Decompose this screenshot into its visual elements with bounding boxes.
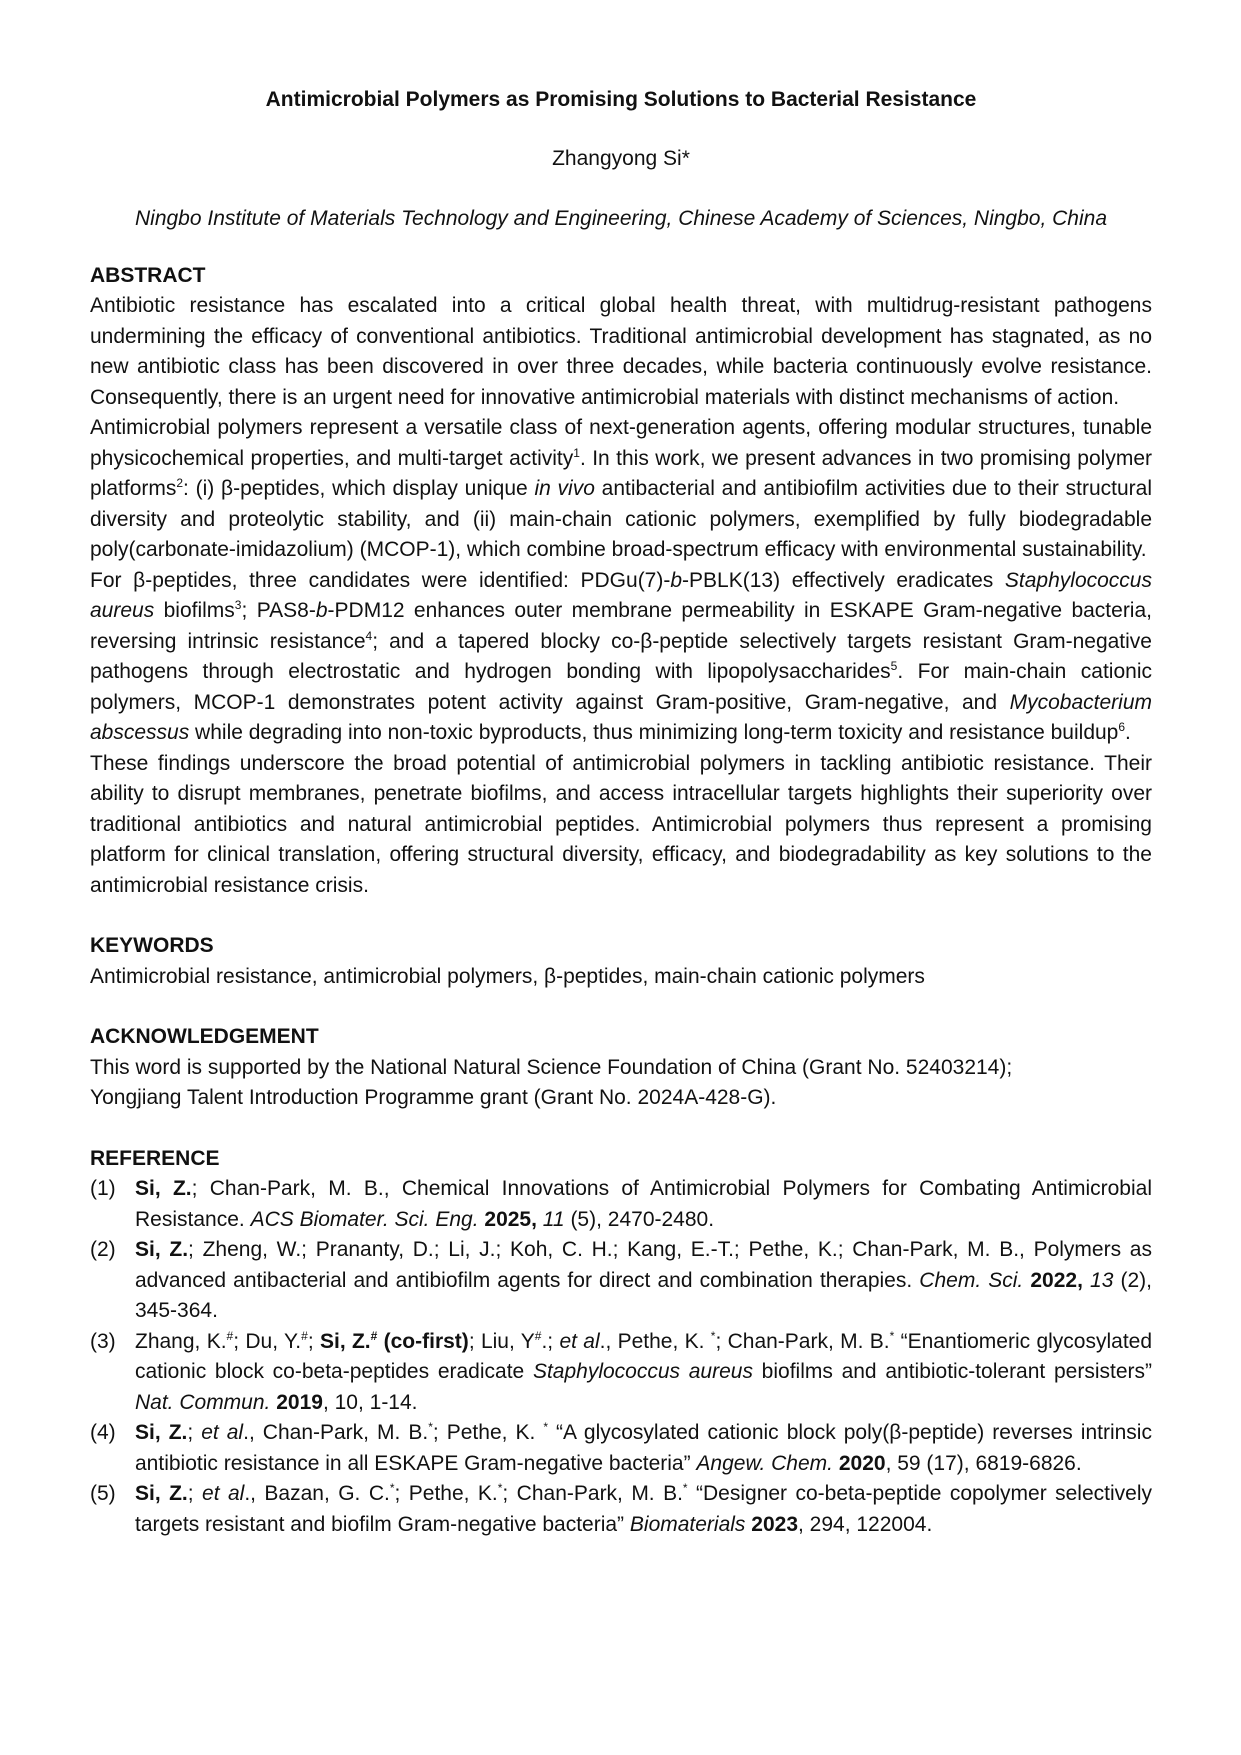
- affiliation: Ningbo Institute of Materials Technology and Engineering, Chinese Academy of Sciences, Ningbo, China: [134, 207, 1108, 230]
- citation-marker: 2: [176, 476, 184, 490]
- abstract-paragraph-3: For β-peptides, three candidates were identified: PDGu(7)-b-PBLK(13) effectively eradicates Staphylococcus aureus biofilms$^3$; PAS8-b-PDM12 enhances outer membrane permeability in ESKAPE Gram-negative bacteria, reversing intrinsic resistance$^4$; and a tapered blocky co-β-peptide selectively targets resistant Gram-negative pathogens through electrostatic and hydrogen bonding with lipopolysaccharides$^5$. For main-chain cationic polymers, MCOP-1 demonstrates potent activity against Gram-positive, Gram-negative, and Mycobacterium abscessus while degrading into non-toxic byproducts, thus minimizing long-term toxicity and resistance buildup$^6$.: [90, 568, 1152, 744]
- paper-page: [90, 85, 1152, 1540]
- reference-number: (2): [90, 1238, 116, 1261]
- acknowledgement-section: [90, 1022, 1152, 1114]
- abstract-section: [90, 261, 1152, 902]
- abstract-paragraph-1: Antibiotic resistance has escalated into a critical global health threat, with multidrug-resistant pathogens undermining the efficacy of conventional antibiotics. Traditional antimicrobial development has stagnated, as no new antibiotic class has been discovered in over three decades, while bacteria continuously evolve resistance. Consequently, there is an urgent need for innovative antimicrobial materials with distinct mechanisms of action.: [90, 294, 1152, 409]
- acknowledgement-line-1: This word is supported by the National Natural Science Foundation of China (Grant No. 52403214);: [90, 1055, 1013, 1079]
- author-name: Zhangyong Si*: [552, 146, 690, 170]
- reference-text: Si, Z.; et al., Bazan, G. C.*; Pethe, K.*; Chan-Park, M. B.* “Designer co-beta-peptide copolymer selectively targets resistant and biofilm Gram-negative bacteria” Biomaterials 2023, 294, 122004.: [135, 1481, 1152, 1536]
- reference-text: Si, Z.; et al., Chan-Park, M. B.*; Pethe, K. * “A glycosylated cationic block poly(β-peptide) reverses intrinsic antibiotic resistance in all ESKAPE Gram-negative bacteria” Angew. Chem. 2020, 59 (17), 6819-6826.: [135, 1420, 1152, 1475]
- reference-number: (3): [90, 1329, 116, 1353]
- reference-number: (1): [90, 1177, 116, 1200]
- reference-number: (4): [90, 1421, 116, 1444]
- paper-title: Antimicrobial Polymers as Promising Solutions to Bacterial Resistance: [265, 88, 977, 111]
- citation-marker: 5: [890, 659, 898, 673]
- reference-item: [90, 1418, 1152, 1479]
- keywords-heading: KEYWORDS: [90, 934, 214, 957]
- keywords-section: [90, 931, 1152, 992]
- keywords-text: Antimicrobial resistance, antimicrobial polymers, β-peptides, main-chain cationic polymers: [90, 964, 925, 988]
- abstract-paragraph-2: Antimicrobial polymers represent a versatile class of next-generation agents, offering modular structures, tunable physicochemical properties, and multi-target activity$^1$. In this work, we present advances in two promising polymer platforms$^2$: (i) β-peptides, which display unique in vivo antibacterial and antibiofilm activities due to their structural diversity and proteolytic stability, and (ii) main-chain cationic polymers, exemplified by fully biodegradable poly(carbonate-imidazolium) (MCOP-1), which combine broad-spectrum efficacy with environmental sustainability.: [90, 416, 1153, 561]
- acknowledgement-line-2: Yongjiang Talent Introduction Programme grant (Grant No. 2024A-428-G).: [90, 1086, 777, 1109]
- reference-text: Zhang, K.#; Du, Y.#; Si, Z.# (co-first); Liu, Y#.; et al., Pethe, K. *; Chan-Park, M. B.* “Enantiomeric glycosylated cationic block co-beta-peptides eradicate Staphylococcus aureus biofilms and antibiotic-tolerant persisters” Nat. Commun. 2019, 10, 1-14.: [135, 1328, 1153, 1414]
- reference-text: Si, Z.; Chan-Park, M. B., Chemical Innovations of Antimicrobial Polymers for Combating Antimicrobial Resistance. ACS Biomater. Sci. Eng. 2025, 11 (5), 2470-2480.: [135, 1177, 1152, 1231]
- references-heading: REFERENCE: [90, 1146, 220, 1170]
- citation-marker: 4: [365, 628, 373, 643]
- reference-text: Si, Z.; Zheng, W.; Prananty, D.; Li, J.; Koh, C. H.; Kang, E.-T.; Pethe, K.; Chan-Park, M. B., Polymers as advanced antibacterial and antibiofilm agents for direct and combination therapies. Chem. Sci. 2022, 13 (2), 345-364.: [135, 1238, 1153, 1322]
- abstract-paragraph-4: These findings underscore the broad potential of antimicrobial polymers in tackling antibiotic resistance. Their ability to disrupt membranes, penetrate biofilms, and access intracellular targets highlights their superiority over traditional antibiotics and natural antimicrobial peptides. Antimicrobial polymers thus represent a promising platform for clinical translation, offering structural diversity, efficacy, and biodegradability as key solutions to the antimicrobial resistance crisis.: [90, 751, 1152, 897]
- reference-item: [90, 1235, 1152, 1327]
- abstract-heading: ABSTRACT: [90, 263, 206, 287]
- reference-number: (5): [90, 1482, 116, 1505]
- citation-marker: 1: [573, 445, 580, 460]
- references-section: [90, 1144, 1152, 1541]
- reference-item: [90, 1327, 1152, 1419]
- reference-item: [90, 1174, 1152, 1235]
- acknowledgement-heading: ACKNOWLEDGEMENT: [90, 1025, 319, 1048]
- reference-item: [90, 1479, 1152, 1540]
- citation-marker: 3: [234, 598, 242, 612]
- citation-marker: 6: [1118, 720, 1126, 734]
